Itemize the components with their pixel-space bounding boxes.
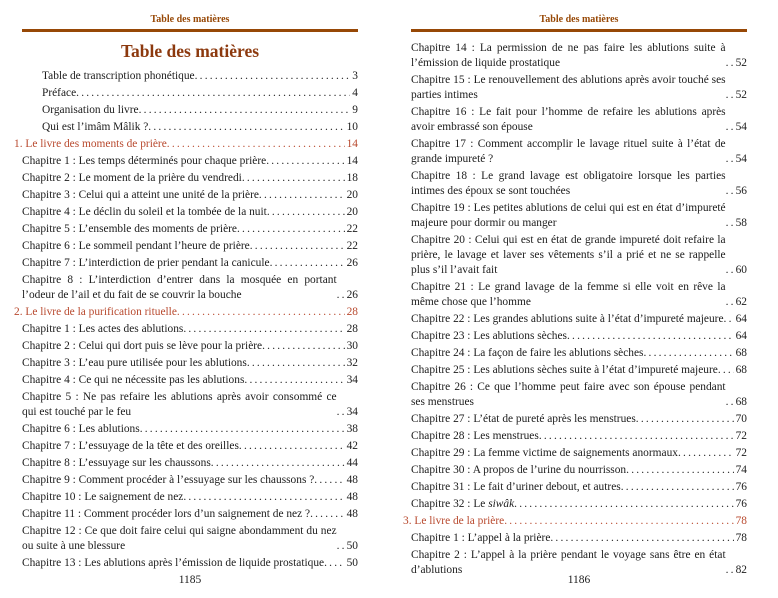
dot-leader xyxy=(550,531,733,546)
toc-entry-page: 42 xyxy=(346,439,358,452)
toc-entry-title: Chapitre 1 : Les actes des ablutions xyxy=(22,322,184,335)
dot-leader xyxy=(726,88,734,103)
toc-entry-title: Chapitre 32 : Le siwâk xyxy=(411,497,515,510)
running-head-left: Table des matières xyxy=(150,14,230,25)
toc-left xyxy=(14,69,358,571)
toc-entry-title: Chapitre 3 : Celui qui a atteint une unité de la prière xyxy=(22,188,259,201)
toc-entry-title: Chapitre 19 : Les petites ablutions de celui qui est en état d’impureté majeure pour dormir ou manger xyxy=(411,201,726,229)
toc-entry-page: 52 xyxy=(735,88,747,101)
dot-leader xyxy=(726,152,734,167)
toc-entry-page: 14 xyxy=(346,154,358,167)
toc-entry-title: Préface xyxy=(42,86,77,99)
dot-leader xyxy=(314,473,344,488)
dot-leader xyxy=(337,405,345,420)
toc-entry-title: Table de transcription phonétique xyxy=(42,69,195,82)
toc-entry-page: 52 xyxy=(735,56,747,69)
toc-entry xyxy=(411,480,747,495)
toc-entry-page: 68 xyxy=(735,346,747,359)
toc-entry-page: 58 xyxy=(735,216,747,229)
dot-leader xyxy=(76,86,350,101)
toc-entry-page: 72 xyxy=(735,429,747,442)
toc-entry-page: 44 xyxy=(346,456,358,469)
toc-entry-title: Chapitre 23 : Les ablutions sèches xyxy=(411,329,567,342)
dot-leader xyxy=(324,556,345,571)
toc-entry xyxy=(22,339,358,354)
dot-leader xyxy=(259,188,345,203)
toc-entry-page: 50 xyxy=(346,539,358,552)
toc-entry-page: 38 xyxy=(346,422,358,435)
toc-entry-page: 48 xyxy=(346,490,358,503)
dot-leader xyxy=(718,363,734,378)
dot-leader xyxy=(310,507,345,522)
toc-entry-title: Chapitre 29 : La femme victime de saignements anormaux xyxy=(411,446,678,459)
dot-leader xyxy=(567,329,734,344)
toc-entry-title: Chapitre 14 : La permission de ne pas faire les ablutions suite à l’émission de liquide prostatique xyxy=(411,41,726,69)
toc-entry xyxy=(411,73,747,103)
toc-entry-title: Chapitre 24 : La façon de faire les ablutions sèches xyxy=(411,346,644,359)
dot-leader xyxy=(626,463,733,478)
toc-entry xyxy=(411,531,747,546)
toc-entry-title: Chapitre 25 : Les ablutions sèches suite à l’état d’impureté majeure xyxy=(411,363,718,376)
dot-leader xyxy=(211,456,345,471)
toc-entry-page: 74 xyxy=(735,463,747,476)
toc-section-entry xyxy=(403,514,747,529)
dot-leader xyxy=(539,429,734,444)
toc-entry-title: Organisation du livre xyxy=(42,103,139,116)
toc-entry xyxy=(22,239,358,254)
toc-entry-page: 72 xyxy=(735,446,747,459)
toc-entry-page: 32 xyxy=(346,356,358,369)
toc-entry-page: 82 xyxy=(735,563,747,576)
toc-entry xyxy=(22,222,358,237)
dot-leader xyxy=(148,120,344,135)
toc-entry-page: 28 xyxy=(346,322,358,335)
toc-entry xyxy=(411,201,747,231)
toc-entry-title: Chapitre 2 : Celui qui dort puis se lève pour la prière xyxy=(22,339,263,352)
dot-leader xyxy=(267,205,345,220)
toc-entry-page: 10 xyxy=(346,120,358,133)
dot-leader xyxy=(195,69,351,84)
toc-entry-title: Chapitre 15 : Le renouvellement des ablutions après avoir touché ses parties intimes xyxy=(411,73,726,101)
dot-leader xyxy=(183,322,344,337)
toc-entry-title: Chapitre 1 : Les temps déterminés pour chaque prière xyxy=(22,154,267,167)
dot-leader xyxy=(726,216,734,231)
toc-entry-title: Chapitre 9 : Comment procéder à l’essuyage sur les chaussons ? xyxy=(22,473,315,486)
toc-entry-page: 26 xyxy=(346,256,358,269)
folio-right: 1186 xyxy=(567,574,591,586)
toc-entry-page: 26 xyxy=(346,288,358,301)
toc-entry-page: 20 xyxy=(346,205,358,218)
toc-right xyxy=(403,41,747,578)
toc-entry-title: Chapitre 7 : L’interdiction de prier pendant la canicule xyxy=(22,256,270,269)
dot-leader xyxy=(504,514,733,529)
toc-entry-title: 1. Le livre des moments de prière xyxy=(14,137,167,150)
toc-entry xyxy=(22,205,358,220)
toc-entry xyxy=(411,363,747,378)
toc-entry-title: Chapitre 5 : Ne pas refaire les ablutions après avoir consommé ce qui est touché par le feu xyxy=(22,390,337,418)
toc-entry-page: 14 xyxy=(346,137,358,150)
toc-entry xyxy=(22,490,358,505)
toc-entry-title: Chapitre 18 : Le grand lavage est obligatoire lorsque les parties intimes des époux se sont touchées xyxy=(411,169,726,197)
toc-entry-page: 70 xyxy=(735,412,747,425)
toc-entry xyxy=(411,412,747,427)
toc-entry-title: Chapitre 21 : Le grand lavage de la femme si elle voit en rêve la même chose que l’homme xyxy=(411,280,726,308)
toc-entry-page: 50 xyxy=(346,556,358,569)
toc-entry-page: 4 xyxy=(352,86,358,99)
dot-leader xyxy=(177,305,345,320)
toc-entry-title: Chapitre 6 : Le sommeil pendant l’heure de prière xyxy=(22,239,250,252)
dot-leader xyxy=(183,490,344,505)
dot-leader xyxy=(239,439,345,454)
dot-leader xyxy=(140,422,345,437)
toc-entry-page: 22 xyxy=(346,222,358,235)
toc-entry-page: 54 xyxy=(735,152,747,165)
dot-leader xyxy=(250,239,345,254)
dot-leader xyxy=(262,339,345,354)
toc-entry xyxy=(411,41,747,71)
toc-entry-page: 30 xyxy=(346,339,358,352)
toc-entry xyxy=(411,169,747,199)
toc-entry xyxy=(411,312,747,327)
toc-entry-title: Chapitre 11 : Comment procéder lors d’un saignement de nez ? xyxy=(22,507,311,520)
dot-leader xyxy=(337,539,345,554)
dot-leader xyxy=(636,412,734,427)
toc-entry xyxy=(22,356,358,371)
toc-entry xyxy=(42,103,358,118)
toc-entry-title: Chapitre 22 : Les grandes ablutions suite à l’état d’impureté majeure xyxy=(411,312,724,325)
toc-entry-title: 2. Le livre de la purification rituelle xyxy=(14,305,177,318)
toc-entry xyxy=(22,456,358,471)
toc-entry xyxy=(411,280,747,310)
dot-leader xyxy=(514,497,733,512)
toc-entry-page: 76 xyxy=(735,497,747,510)
toc-entry-title: Chapitre 26 : Ce que l’homme peut faire avec son épouse pendant ses menstrues xyxy=(411,380,726,408)
toc-entry-page: 48 xyxy=(346,473,358,486)
toc-entry xyxy=(411,233,747,278)
dot-leader xyxy=(337,288,345,303)
dot-leader xyxy=(724,312,734,327)
toc-entry-page: 76 xyxy=(735,480,747,493)
toc-entry xyxy=(22,556,358,571)
toc-entry xyxy=(411,446,747,461)
toc-entry xyxy=(411,346,747,361)
toc-entry xyxy=(22,373,358,388)
dot-leader xyxy=(242,171,345,186)
toc-entry xyxy=(22,188,358,203)
header-rule-left xyxy=(22,29,358,32)
toc-entry xyxy=(411,429,747,444)
toc-entry xyxy=(22,154,358,169)
toc-entry xyxy=(22,256,358,271)
dot-leader xyxy=(244,373,344,388)
toc-entry-title: Chapitre 10 : Le saignement de nez xyxy=(22,490,184,503)
toc-entry-title: Chapitre 30 : A propos de l’urine du nourrisson xyxy=(411,463,627,476)
dot-leader xyxy=(139,103,351,118)
dot-leader xyxy=(621,480,734,495)
toc-entry-page: 28 xyxy=(346,305,358,318)
dot-leader xyxy=(247,356,345,371)
toc-entry xyxy=(22,171,358,186)
toc-entry-title: Chapitre 4 : Le déclin du soleil et la tombée de la nuit xyxy=(22,205,267,218)
dot-leader xyxy=(726,120,734,135)
toc-entry xyxy=(42,120,358,135)
toc-entry xyxy=(411,137,747,167)
toc-entry-page: 68 xyxy=(735,363,747,376)
toc-entry-title: Chapitre 17 : Comment accomplir le lavage rituel suite à l’état de grande impureté ? xyxy=(411,137,726,165)
toc-entry-page: 18 xyxy=(346,171,358,184)
toc-entry xyxy=(411,497,747,512)
toc-entry-title: Chapitre 2 : Le moment de la prière du vendredi xyxy=(22,171,242,184)
dot-leader xyxy=(167,137,345,152)
toc-entry-page: 62 xyxy=(735,295,747,308)
dot-leader xyxy=(726,184,734,199)
toc-entry-page: 56 xyxy=(735,184,747,197)
toc-entry xyxy=(411,329,747,344)
header-rule-right xyxy=(411,29,747,32)
toc-entry-title: Chapitre 16 : Le fait pour l’homme de refaire les ablutions après avoir embrassé son épouse xyxy=(411,105,726,133)
toc-entry-page: 68 xyxy=(735,395,747,408)
toc-entry xyxy=(411,380,747,410)
toc-entry-title: Chapitre 2 : L’appel à la prière pendant le voyage sans être en état d’ablutions xyxy=(411,548,726,576)
toc-entry-page: 64 xyxy=(735,312,747,325)
toc-entry-title: Chapitre 8 : L’interdiction d’entrer dans la mosquée en portant l’odeur de l’ail et du fait de se couvrir la bouche xyxy=(22,273,337,301)
toc-entry xyxy=(411,463,747,478)
toc-entry-page: 3 xyxy=(352,69,358,82)
toc-entry-title: Chapitre 3 : L’eau pure utilisée pour les ablutions xyxy=(22,356,247,369)
toc-entry xyxy=(42,69,358,84)
toc-entry-page: 20 xyxy=(346,188,358,201)
toc-entry xyxy=(22,507,358,522)
toc-entry-page: 54 xyxy=(735,120,747,133)
running-head-right: Table des matières xyxy=(539,14,619,25)
toc-entry-title: Qui est l’imâm Mâlik ? xyxy=(42,120,149,133)
toc-entry-title: Chapitre 12 : Ce que doit faire celui qui saigne abondamment du nez ou suite à une blessure xyxy=(22,524,337,552)
dot-leader xyxy=(237,222,345,237)
dot-leader xyxy=(643,346,733,361)
toc-entry xyxy=(22,422,358,437)
dot-leader xyxy=(726,395,734,410)
dot-leader xyxy=(270,256,345,271)
toc-entry xyxy=(22,439,358,454)
toc-entry xyxy=(22,473,358,488)
toc-entry xyxy=(22,273,358,303)
toc-entry-title: Chapitre 5 : L’ensemble des moments de prière xyxy=(22,222,237,235)
toc-entry-title: Chapitre 31 : Le fait d’uriner debout, et autres xyxy=(411,480,621,493)
toc-section-entry xyxy=(14,305,358,320)
toc-entry-page: 9 xyxy=(352,103,358,116)
dot-leader xyxy=(726,263,734,278)
folio-left: 1185 xyxy=(178,574,202,586)
toc-entry-page: 22 xyxy=(346,239,358,252)
toc-entry-page: 48 xyxy=(346,507,358,520)
toc-entry-title: Chapitre 6 : Les ablutions xyxy=(22,422,140,435)
dot-leader xyxy=(726,56,734,71)
page-title: Table des matières xyxy=(120,40,260,61)
toc-entry-title: Chapitre 13 : Les ablutions après l’émission de liquide prostatique xyxy=(22,556,325,569)
toc-entry-title: Chapitre 20 : Celui qui est en état de grande impureté doit refaire la prière, le lavage et laver ses vêtements s’il a prié et ne se rappelle plus s’il l’avait fait xyxy=(411,233,726,276)
toc-entry-page: 78 xyxy=(735,514,747,527)
toc-section-entry xyxy=(14,137,358,152)
toc-entry-title: 3. Le livre de la prière xyxy=(403,514,505,527)
toc-entry-page: 64 xyxy=(735,329,747,342)
toc-entry xyxy=(22,524,358,554)
toc-entry-title: Chapitre 1 : L’appel à la prière xyxy=(411,531,551,544)
toc-entry-title: Chapitre 7 : L’essuyage de la tête et des oreilles xyxy=(22,439,239,452)
page-right xyxy=(389,0,778,598)
toc-entry-title: Chapitre 8 : L’essuyage sur les chaussons xyxy=(22,456,211,469)
toc-entry xyxy=(411,105,747,135)
toc-entry-title: Chapitre 27 : L’état de pureté après les menstrues xyxy=(411,412,636,425)
toc-entry-page: 78 xyxy=(735,531,747,544)
toc-entry-page: 60 xyxy=(735,263,747,276)
toc-entry xyxy=(42,86,358,101)
toc-entry xyxy=(22,322,358,337)
dot-leader xyxy=(678,446,734,461)
toc-entry xyxy=(22,390,358,420)
toc-entry-page: 34 xyxy=(346,405,358,418)
toc-entry-title: Chapitre 28 : Les menstrues xyxy=(411,429,539,442)
toc-entry-title: Chapitre 4 : Ce qui ne nécessite pas les ablutions xyxy=(22,373,245,386)
dot-leader xyxy=(266,154,344,169)
dot-leader xyxy=(726,295,734,310)
toc-entry-page: 34 xyxy=(346,373,358,386)
